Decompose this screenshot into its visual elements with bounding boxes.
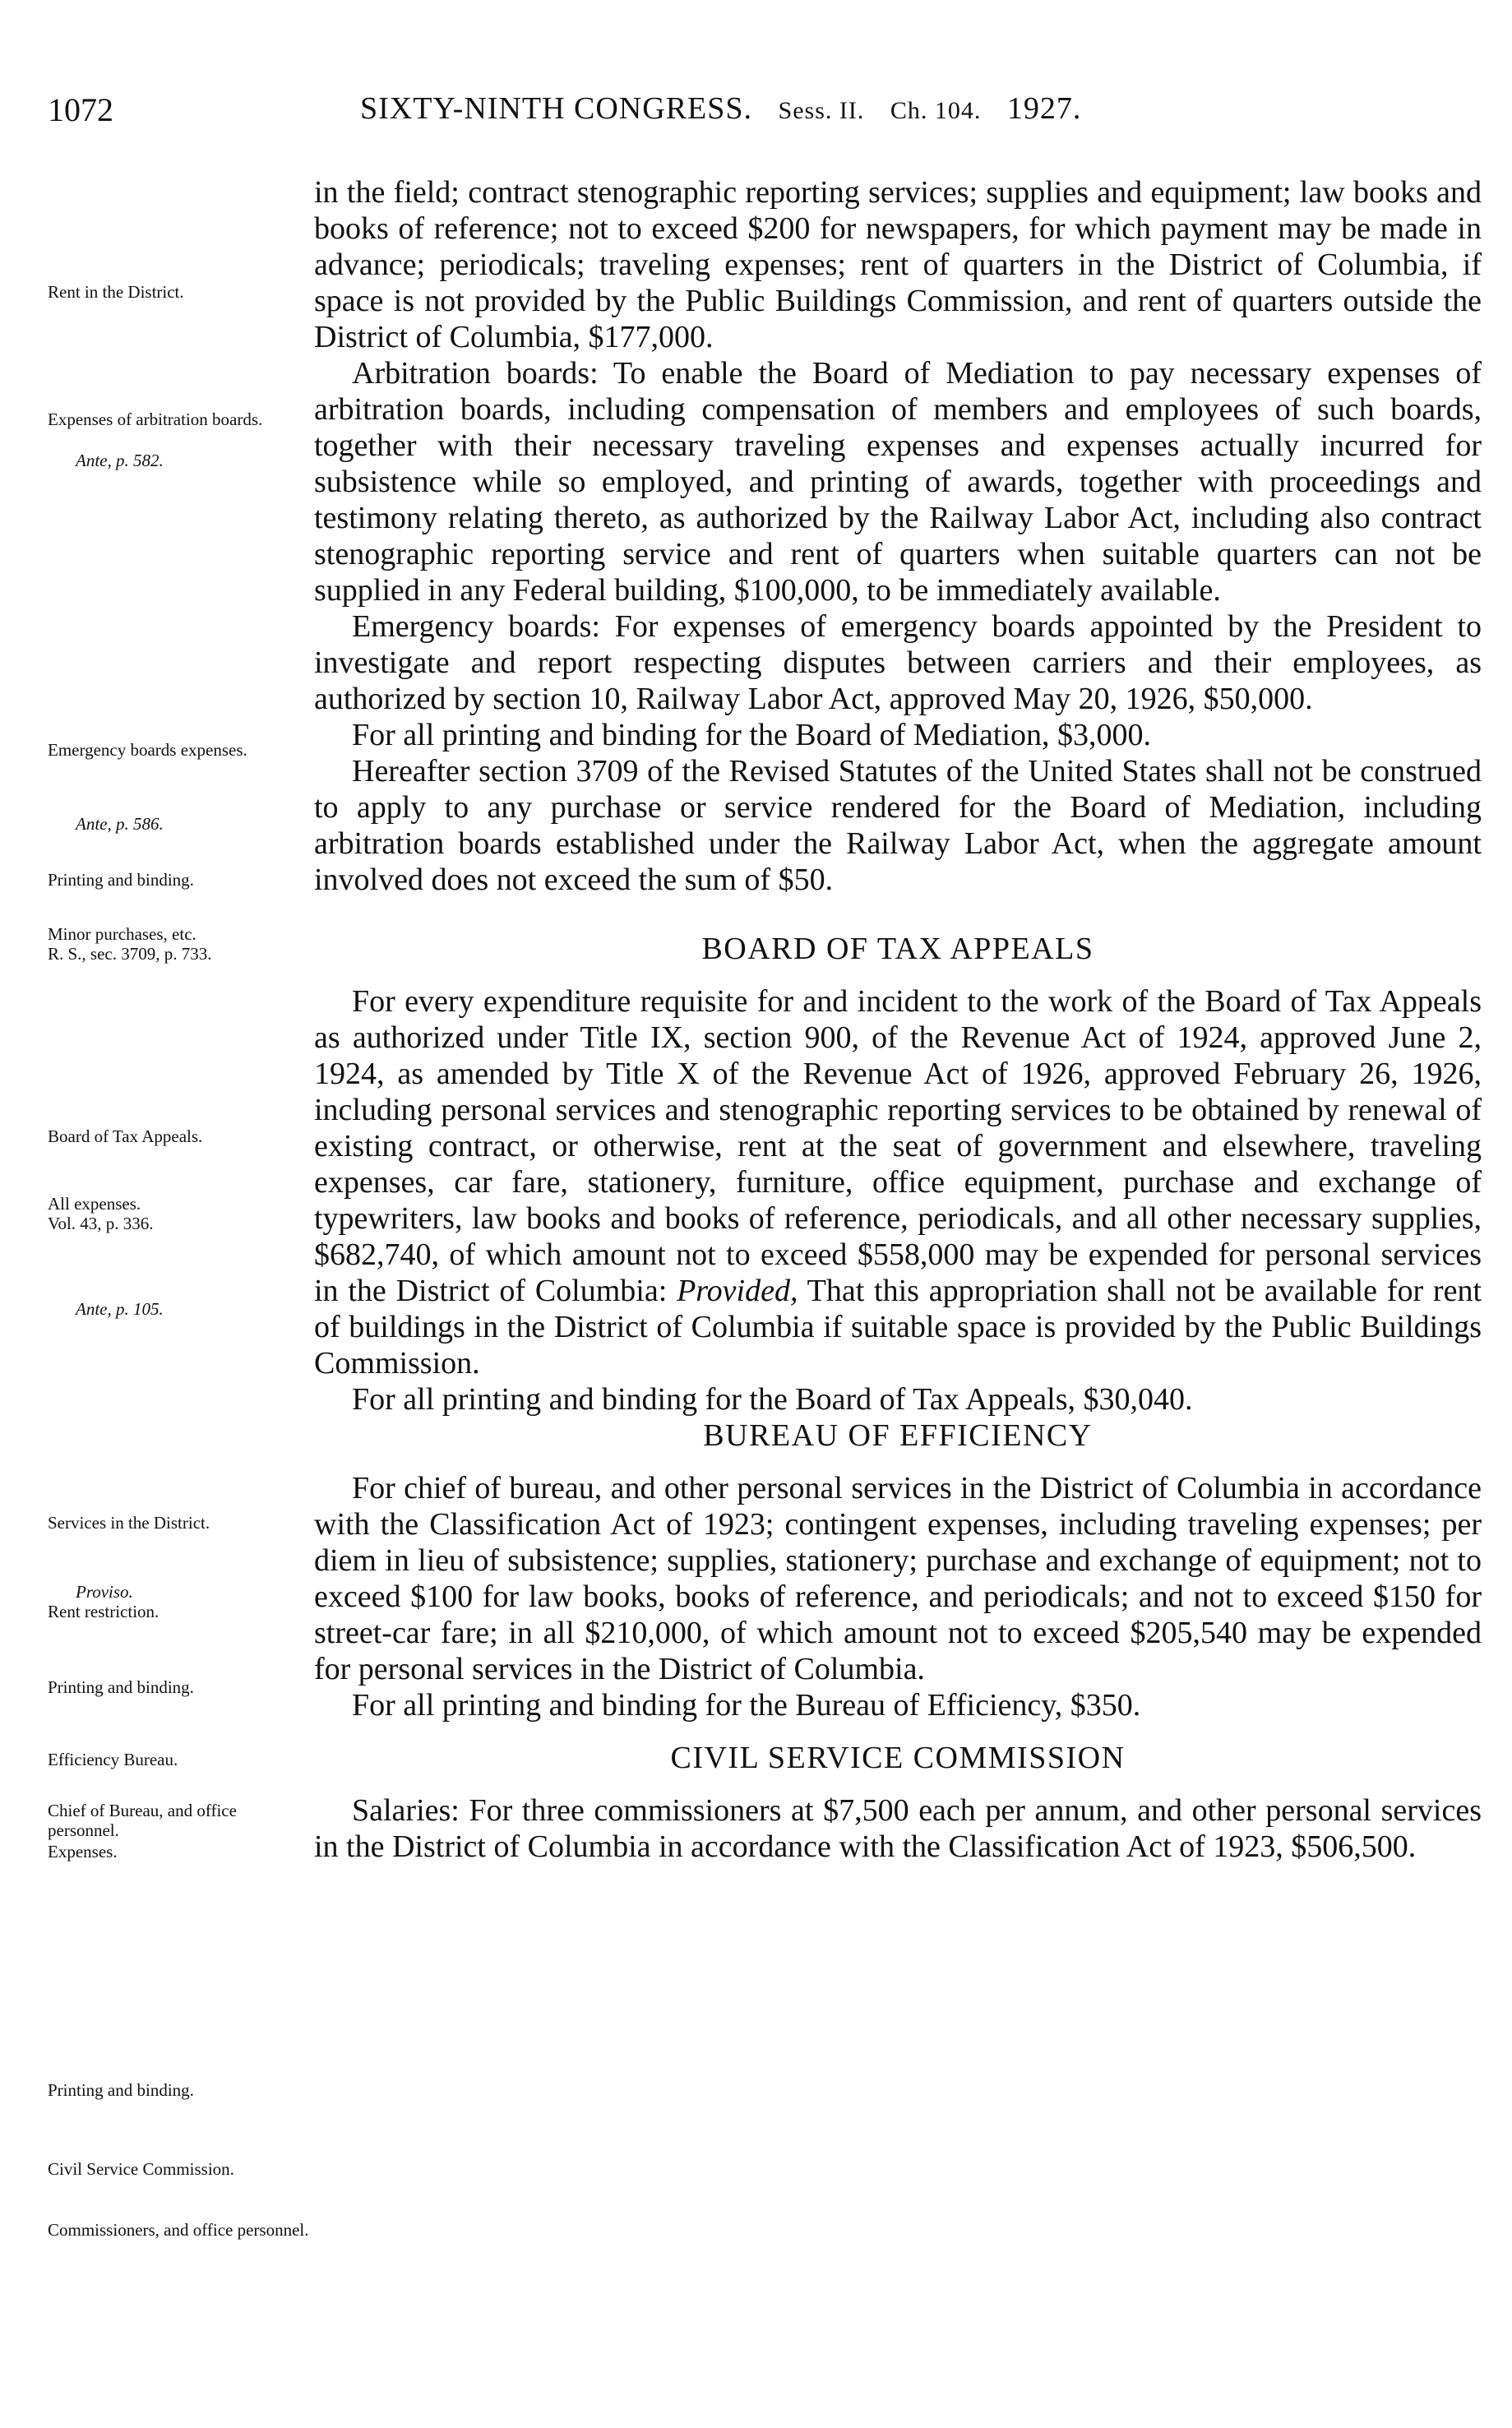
paragraph: For all printing and binding for the Bureau of Efficiency, $350. — [352, 1688, 1141, 1723]
margin-note: Proviso. — [76, 1582, 133, 1602]
margin-note: Civil Service Commission. — [48, 2159, 234, 2179]
year-label: 1927. — [1006, 91, 1082, 126]
paragraph: For all printing and binding for the Board of Tax Appeals, $30,040. — [352, 1382, 1193, 1417]
section-heading: CIVIL SERVICE COMMISSION — [670, 1741, 1126, 1775]
page-number: 1072 — [48, 91, 113, 128]
margin-note: Minor purchases, etc. — [48, 924, 197, 944]
session-label: Sess. II. — [778, 97, 865, 124]
paragraph — [314, 983, 1482, 1381]
margin-note: Vol. 43, p. 336. — [48, 1214, 154, 1233]
margin-note: Printing and binding. — [48, 1677, 194, 1697]
paragraph: Hereafter section 3709 of the Revised Statutes of the United States shall not be construed to apply to any purchase or service rendered for the Board of Mediation, including arbitration boards established under the Railway Labor Act, when the aggregate amount involved does not exceed the sum of $50. — [314, 754, 1482, 897]
margin-note: Services in the District. — [48, 1513, 210, 1533]
proviso-word: Provided, — [677, 1274, 798, 1308]
margin-note: Ante, p. 105. — [76, 1299, 164, 1319]
margin-note: R. S., sec. 3709, p. 733. — [48, 944, 212, 964]
margin-note: Ante, p. 586. — [76, 814, 164, 834]
paragraph-text: For every expenditure requisite for and incident to the work of the Board of Tax Appeals as authorized under Title IX, section 900, of the Revenue Act of 1924, approved June 2, 1924, as amended by Title X of the Revenue Act of 1926, approved February 26, 1926, including personal services and stenographic reporting services to be obtained by renewal of existing contract, or otherwise, rent at the seat of government and elsewhere, traveling expenses, car fare, stationery, furniture, office equipment, purchase and exchange of typewriters, law books and books of reference, periodicals, and all other necessary supplies, $682,740, of which amount not to exceed $558,000 may be expended for personal services in the District of Columbia: — [314, 984, 1482, 1308]
margin-note: Chief of Bureau, and office personnel. — [48, 1801, 237, 1840]
paragraph-text: That this appropriation shall not be available for rent of buildings in the District of Columbia if suitable space is provided by the Public Buildings Commission. — [314, 1274, 1482, 1380]
margin-note: Rent restriction. — [48, 1602, 160, 1621]
paragraph: For chief of bureau, and other personal services in the District of Columbia in accordance with the Classification Act of 1923; contingent expenses, including traveling expenses; per diem in lieu of subsistence; supplies, stationery; purchase and exchange of equipment; not to exceed $100 for law books, books of reference, and periodicals; and not to exceed $150 for street-car fare; in all $210,000, of which amount not to exceed $205,540 may be expended for personal services in the District of Columbia. — [314, 1471, 1482, 1686]
paragraph: Emergency boards: For expenses of emergency boards appointed by the President to investigate and report respecting disputes between carriers and their employees, as authorized by section 10, Railway Labor Act, approved May 20, 1926, $50,000. — [314, 609, 1482, 716]
margin-note: Printing and binding. — [48, 870, 194, 890]
page-body — [314, 174, 1482, 1865]
margin-note: Emergency boards expenses. — [48, 740, 247, 760]
paragraph: in the field; contract stenographic reporting services; supplies and equipment; law books and books of reference; not to exceed $200 for newspapers, for which payment may be made in advance; periodicals; traveling expenses; rent of quarters in the District of Columbia, if space is not provided by the Public Buildings Commission, and rent of quarters outside the District of Columbia, $177,000. — [314, 175, 1482, 354]
running-head — [360, 90, 1081, 127]
paragraph: For all printing and binding for the Board of Mediation, $3,000. — [352, 718, 1152, 752]
margin-note: Board of Tax Appeals. — [48, 1126, 203, 1146]
margin-note: Expenses. — [48, 1842, 118, 1861]
margin-note: Ante, p. 582. — [76, 451, 164, 470]
margin-note: Commissioners, and office personnel. — [48, 2220, 309, 2240]
page-header — [48, 90, 1429, 140]
margin-note: All expenses. — [48, 1194, 141, 1214]
chapter-label: Ch. 104. — [890, 97, 982, 124]
margin-note: Expenses of arbitration boards. — [48, 409, 263, 429]
section-heading: BUREAU OF EFFICIENCY — [703, 1418, 1093, 1453]
section-heading: BOARD OF TAX APPEALS — [701, 932, 1094, 966]
margin-note: Printing and binding. — [48, 2080, 194, 2100]
congress-title: SIXTY-NINTH CONGRESS. — [360, 91, 753, 126]
paragraph: Salaries: For three commissioners at $7,500 each per annum, and other personal services in the District of Columbia in accordance with the Classification Act of 1923, $506,500. — [314, 1793, 1482, 1864]
margin-note: Efficiency Bureau. — [48, 1750, 178, 1769]
paragraph: Arbitration boards: To enable the Board of Mediation to pay necessary expenses of arbitration boards, including compensation of members and employees of such boards, together with their necessary traveling expenses and expenses actually incurred for subsistence while so employed, and printing of awards, together with proceedings and testimony relating thereto, as authorized by the Railway Labor Act, including also contract stenographic reporting service and rent of quarters when suitable quarters can not be supplied in any Federal building, $100,000, to be immediately available. — [314, 356, 1482, 608]
margin-note: Rent in the District. — [48, 282, 184, 302]
